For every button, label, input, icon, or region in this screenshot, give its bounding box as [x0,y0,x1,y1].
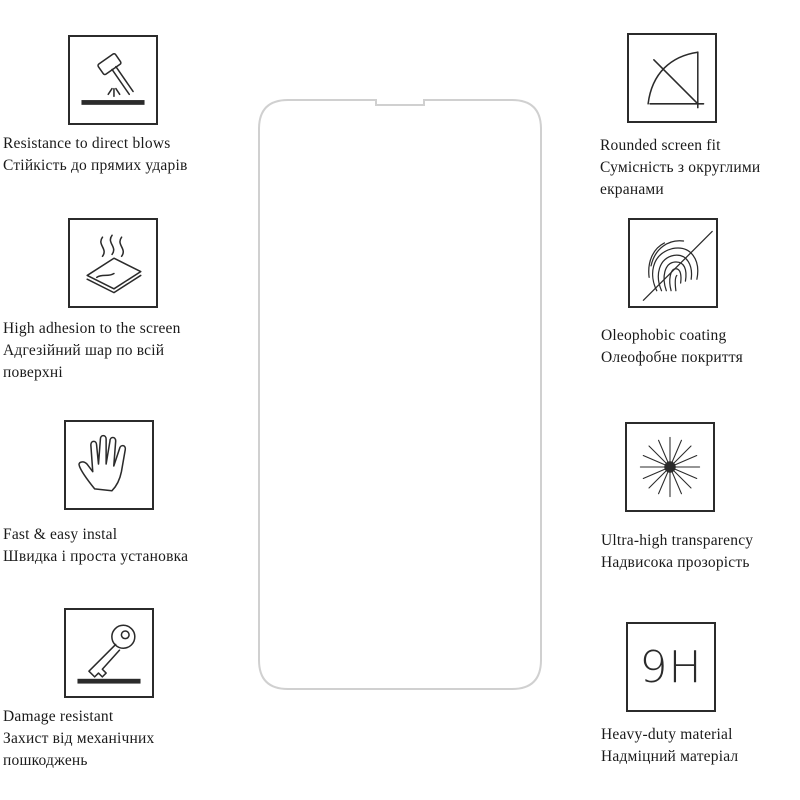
hardness-label: 9H [639,641,703,693]
rounded-corner-icon [627,33,717,123]
feature-caption [601,724,738,768]
feature-caption [601,325,743,369]
caption-uk: поверхні [3,364,63,381]
feature-caption [3,706,154,772]
feature-caption [600,135,760,201]
key-icon [64,608,154,698]
caption-uk: Швидка і проста установка [3,548,189,565]
caption-uk: пошкоджень [3,752,88,769]
hand-icon [64,420,154,510]
screen-protector-outline [258,99,542,690]
starburst-icon [625,422,715,512]
caption-en: Oleophobic coating [601,327,727,344]
feature-caption [3,524,188,568]
caption-en: Rounded screen fit [600,137,721,154]
feature-caption [3,318,181,384]
caption-uk: Сумісність з округлими [600,159,761,176]
caption-en: Fast & easy instal [3,526,118,543]
fingerprint-icon [628,218,718,308]
hardness-9h-icon [626,622,716,712]
caption-uk: Надміцний матеріал [601,748,739,765]
caption-uk: Стійкість до прямих ударів [3,157,188,174]
caption-uk: Адгезійний шар по всій [3,342,165,359]
caption-en: Ultra-high transparency [601,532,754,549]
feature-caption [601,530,753,574]
caption-uk: Олеофобне покриття [601,349,743,366]
caption-en: Heavy-duty material [601,726,733,743]
caption-uk: Надвисока прозорість [601,554,750,571]
caption-uk: Захист від механічних [3,730,155,747]
caption-en: Damage resistant [3,708,114,725]
caption-uk: екранами [600,181,664,198]
hammer-icon [68,35,158,125]
caption-en: High adhesion to the screen [3,320,181,337]
adhesion-icon [68,218,158,308]
feature-caption [3,133,187,177]
caption-en: Resistance to direct blows [3,135,171,152]
